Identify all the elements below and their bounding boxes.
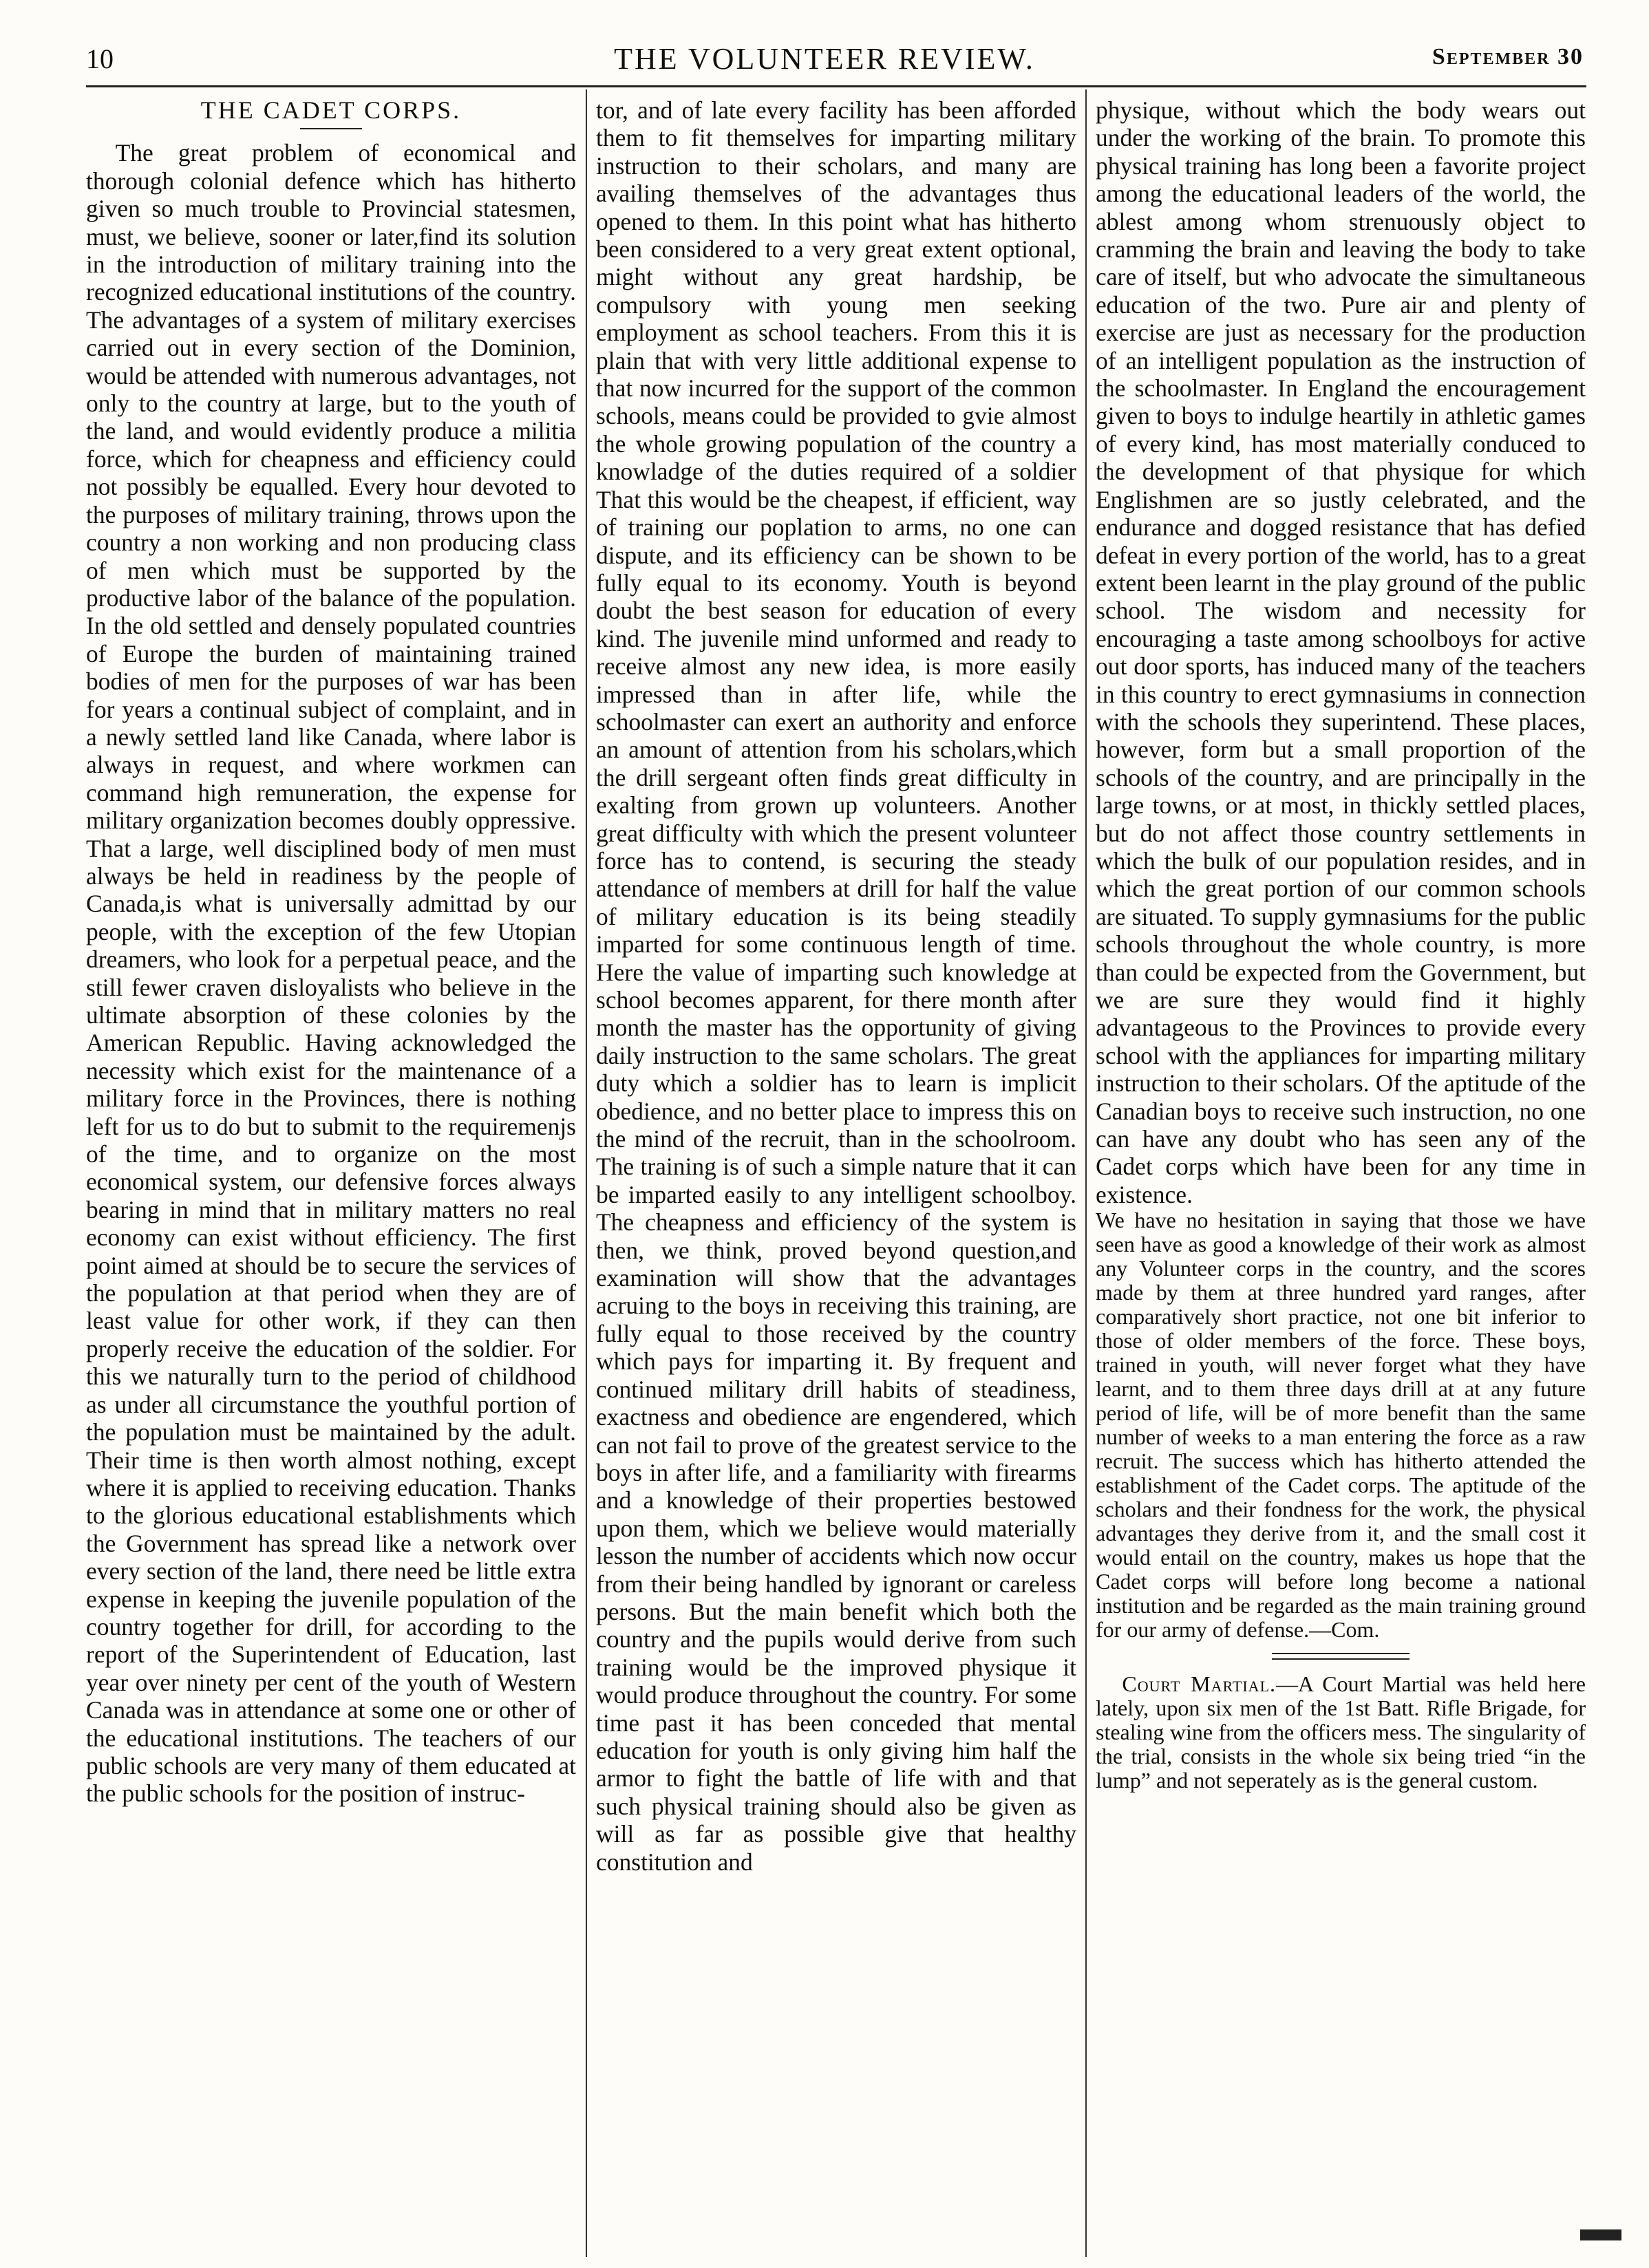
issue-date: September 30 [1432,44,1584,69]
masthead: THE VOLUNTEER REVIEW. [614,42,1035,76]
article-paragraph: The great problem of economical and thorough colonial defence which has hitherto given so much trouble to Provincial statesmen, must, we believe, sooner or later,find its solution in the introduction of military training into the recognized educational institutions of the country. The advantages of a system of military exercises carried out in every section of the Dominion, would be attended with numerous advantages, not only to the country at large, but to the youth of the land, and would evidently produce a militia force, which for cheapness and efficiency could not possibly be equalled. Every hour devoted to the purposes of military training, throws upon the country a non working and non producing class of men which must be supported by the productive labor of the balance of the population. In the old settled and densely populated countries of Europe the burden of maintaining trained bodies of men for the purposes of war has been for years a continual subject of complaint, and in a newly settled land like Canada, where labor is always in request, and where workmen can command high remuneration, the expense for military organization becomes doubly oppressive. That a large, well disciplined body of men must always be held in readiness by the people of Canada,is what is universally admittad by our people, with the exception of the few Utopian dreamers, who look for a perpetual peace, and the still fewer craven disloyalists who believe in the ultimate absorption of these colonies by the American Republic. Having acknowledged the necessity which exist for the maintenance of a military force in the Provinces, there is nothing left for us to do but to submit to the requiremenјs of the time, and to organize on the most economical system, our defensive forces always bearing in mind that in military matters no real economy can exist without efficiency. The first point aimed at should be to secure the services of the population at that period when they are of least value for other work, if they can then properly receive the education of the soldier. For this we naturally turn to the period of childhood as under all circumstance the youthful portion of the population must be maintained by the adult. Their time is then worth almost nothing, except where it is applied to receiving education. Thanks to the glorious educational establishments which the Government has spread like a network over every section of the land, there need be little extra expense in keeping the juvenile population of the country together for drill, for according to the report of the Superintendent of Education, last year over ninety per cent of the youth of Western Canada was in attendance at some one or other of the educational institutions. The teachers of our public schools are very many of them educated at the public schools for the position of instruc- [86,139,576,1808]
court-martial-text: —A Court Martial was held here lately, upon six men of the 1st Batt. Rifle Brigade, for stealing wine from the officers mess. The singularity of the trial, consists in the whole six being tried “in the lump” and not seperately as is the general custom. [1096,1671,1586,1793]
corner-mark [1580,2229,1621,2240]
court-martial-paragraph [1096,1672,1586,1793]
article-paragraph: tor, and of late every facility has been afforded them to fit themselves for imparting military instruction to their scholars, and many are availing themselves of the advantages thus opened to them. In this point what has hitherto been considered to a very great extent optional, might without any great hardship, be compulsory with young men seeking employment as school teachers. From this it is plain that with very little additional expense to that now incurred for the support of the common schools, means could be provided to gvie almost the whole growing population of the country a knowladge of the duties required of a soldier That this would be the cheapest, if efficient, way of training our poplation to arms, no one can dispute, and its efficiency can be shown to be fully equal to its economy. Youth is beyond doubt the best season for education of every kind. The juvenile mind unformed and ready to receive almost any new idea, is more easily impressed than in after life, while the schoolmaster can exert an authority and enforce an amount of attention from his scholars,which the drill sergeant often finds great difficulty in exalting from grown up volunteers. Another great difficulty with which the present volunteer force has to contend, is securing the steady attendance of members at drill for half the value of military education is its being steadily imparted for some continuous length of time. Here the value of imparting such knowledge at school becomes apparent, for there month after month the master has the opportunity of giving daily instruction to the same scholars. The great duty which a soldier has to learn is implicit obedience, and no better place to impress this on the mind of the recruit, than in the schoolroom. The training is of such a simple nature that it can be imparted easily to any intelligent schoolboy. The cheapness and efficiency of the system is then, we think, proved beyond question,and examination will show that the advantages acruing to the boys in receiving this training, are fully equal to those received by the country which pays for imparting it. By frequent and continued military drill habits of steadiness, exactness and obedience are engendered, which can not fail to prove of the greatest service to the boys in after life, and a familiarity with firearms and a knowledge of their properties bestowed upon them, which we believe would materially lesson the number of accidents which now occur from their being handled by ignorant or careless persons. But the main benefit which both the country and the pupils would derive from such training would be the improved physique it would produce throughout the country. For some time past it has been conceded that mental education for youth is only giving him half the armor to fight the battle of life with and that such physical training should also be given as will as far as possible give that healthy constitution and [596,96,1076,1876]
section-double-rule [1272,1653,1409,1660]
article-title: THE CADET CORPS. [200,96,462,124]
article-paragraph: physique, without which the body wears out under the working of the brain. To promote this physical training has long been a favorite project among the educational leaders of the world, the ablest among whom strenuously object to cramming the brain and leaving the body to take care of itself, but who advocate the simultaneous education of the two. Pure air and plenty of exercise are just as necessary for the production of an intelligent population as the instruction of the schoolmaster. In England the encouragement given to boys to indulge heartily in athletic games of every kind, has most materially conduced to the development of that physique for which Englishmen are so justly celebrated, and the endurance and dogged resistance that has defied defeat in every portion of the world, has to a great extent been learnt in the play ground of the public school. The wisdom and necessity for encouraging a taste among schoolboys for active out door sports, has induced many of the teachers in this country to erect gymnasiums in connection with the schools they superintend. These places, however, form but a small proportion of the schools of the country, and are principally in the large towns, or at most, in thickly settled places, but do not affect those country settlements in which the bulk of our population resides, and in which the great portion of our common schools are situated. To supply gymnasiums for the public schools throughout the whole country, is more than could be expected from the Government, but we are sure they would find it highly advantageous to the Provinces to provide every school with the appliances for imparting military instruction to their scholars. Of the aptitude of the Canadian boys to receive such instruction, no one can have any doubt who has seen any of the Cadet corps which have been for any time in existence. [1096,96,1586,1208]
column-1 [86,96,576,2257]
page-header [0,0,1649,89]
title-rule [300,128,362,129]
article-paragraph-small-type: We have no hesitation in saying that those we have seen have as good a knowledge of their work as almost any Volunteer corps in the country, and the scores made by them at three hundred yard ranges, after comparatively short practice, not one bit inferior to those of older members of the force. These boys, trained in youth, will never forget what they have learnt, and to them three days drill at at any future period of life, will be of more benefit than the same number of weeks to a man entering the force as a raw recruit. The success which has hitherto attended the establishment of the Cadet corps. The aptitude of the scholars and their fondness for the work, the physical advantages they derive from it, and the small cost it would entail on the country, makes us hope that the Cadet corps will before long become a national institution and be regarded as the main training ground for our army of defense.—Com. [1096,1208,1586,1643]
column-divider [586,89,587,2257]
column-2 [596,96,1076,2257]
court-martial-heading: Court Martial. [1122,1671,1277,1697]
header-rule [86,85,1586,87]
page-number: 10 [86,43,114,74]
column-3 [1096,96,1586,2257]
column-divider [1085,89,1087,2257]
